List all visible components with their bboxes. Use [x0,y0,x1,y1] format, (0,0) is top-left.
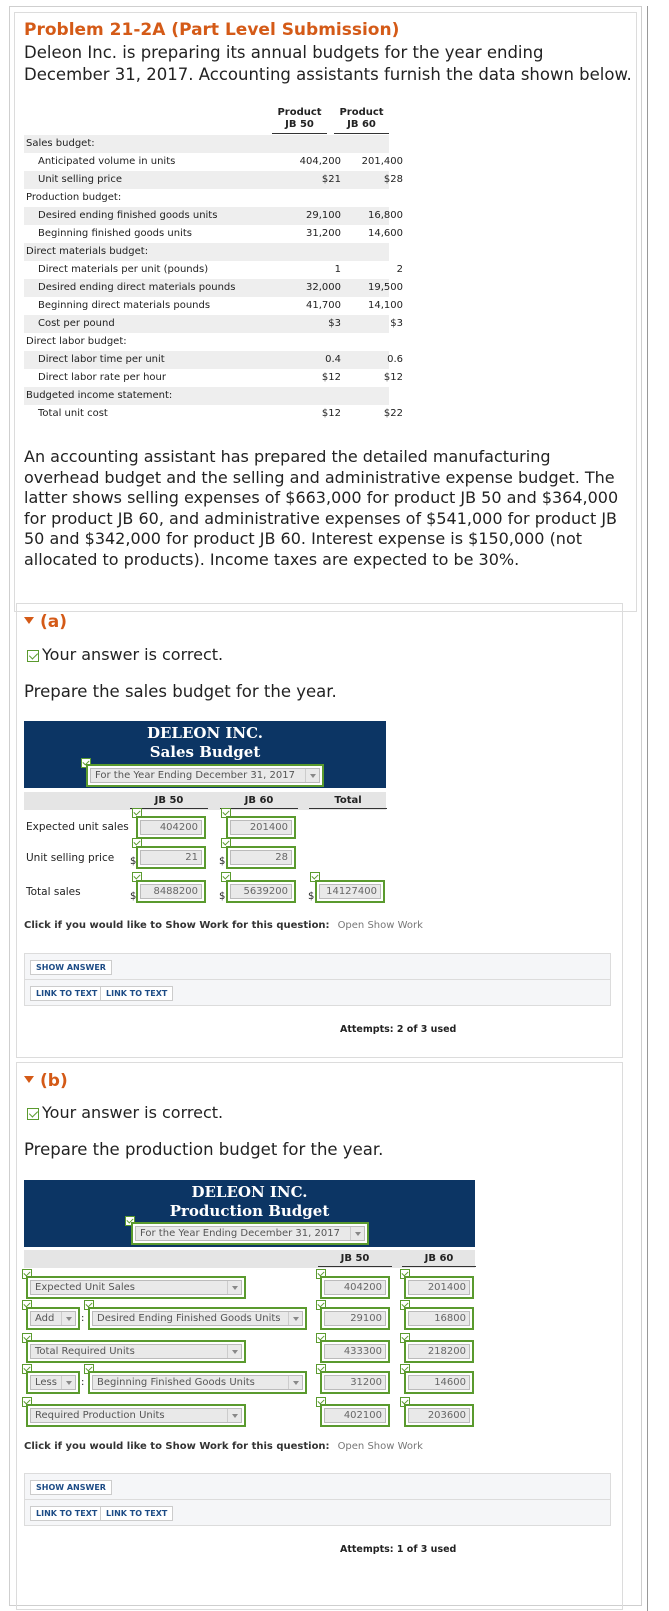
data-table-row [24,171,403,189]
required-jb50-input[interactable]: 402100 [320,1404,390,1427]
problem-intro: Deleon Inc. is preparing its annual budgets for the year ending December 31, 2017. Accounting assistants furnish the data shown below. [24,43,632,84]
dollar-sign: $ [130,856,137,867]
chevron-down-icon [227,1345,241,1358]
period-select[interactable]: For the Year Ending December 31, 2017 [86,764,324,787]
check-icon [27,650,39,662]
chevron-down-icon [288,1312,302,1325]
link-to-text-button[interactable]: LINK TO TEXT [30,986,103,1001]
triangle-down-icon [24,617,34,624]
row-label: Unit selling price [38,174,122,185]
value-jb60: 14,100 [368,300,403,311]
desired-jb50-input[interactable]: 29100 [320,1307,390,1330]
problem-title: Problem 21-2A (Part Level Submission) [24,20,400,40]
col-product-jb60: Product JB 60 [334,107,389,134]
price-jb60-input[interactable]: 28 [226,846,296,869]
row-label: Cost per pound [38,318,115,329]
total-jb50-input[interactable]: 433300 [320,1340,390,1363]
expected-jb50-input[interactable]: 404200 [136,816,206,839]
unit-selling-price-label: Unit selling price [26,852,115,864]
colon-separator: : [81,1313,85,1324]
expected-unit-sales-select[interactable]: Expected Unit Sales [26,1276,246,1299]
required-jb60-input[interactable]: 203600 [404,1404,474,1427]
data-table-row [24,387,389,405]
value-jb50: 1 [334,264,341,275]
value-jb50: 32,000 [306,282,341,293]
link-bar [24,1499,611,1526]
data-table-row [24,369,403,387]
data-table-row [24,243,389,261]
value-jb50: 404,200 [299,156,341,167]
open-show-work-link[interactable]: Open Show Work [337,920,423,931]
value-jb60: 14,600 [368,228,403,239]
show-work-row [24,920,423,931]
dollar-sign: $ [308,891,315,902]
beginning-finished-select[interactable]: Beginning Finished Goods Units [88,1371,307,1394]
row-label: Desired ending finished goods units [38,210,218,221]
chevron-down-icon [227,1281,241,1294]
value-jb60: $28 [383,174,403,185]
data-table-header [272,104,389,134]
part-b-correct: Your answer is correct. [27,1103,223,1122]
check-icon [27,1108,39,1120]
value-jb60: 16,800 [368,210,403,221]
data-table-row [24,153,403,171]
part-a-instruction: Prepare the sales budget for the year. [24,682,337,701]
sales-total-input[interactable]: 14127400 [315,880,385,903]
row-label: Anticipated volume in units [38,156,176,167]
data-table-row [24,333,389,351]
row-label: Total unit cost [38,408,108,419]
link-to-text-button[interactable]: LINK TO TEXT [30,1506,103,1521]
row-label: Direct labor budget: [26,336,127,347]
data-table-row [24,297,403,315]
part-a-toggle[interactable]: (a) [24,612,67,632]
data-table-row [24,207,403,225]
sales-jb50-input[interactable]: 8488200 [136,880,206,903]
add-select[interactable]: Add [26,1307,80,1330]
col-total: Total [309,794,387,809]
link-to-text-button[interactable]: LINK TO TEXT [100,1506,173,1521]
dollar-sign: $ [130,891,137,902]
row-label: Desired ending direct materials pounds [38,282,236,293]
row-label: Beginning direct materials pounds [38,300,211,311]
scrollbar-edge [647,6,648,1611]
show-answer-button[interactable]: SHOW ANSWER [30,960,112,975]
total-required-select[interactable]: Total Required Units [26,1340,246,1363]
show-answer-bar [24,953,611,980]
period-select[interactable]: For the Year Ending December 31, 2017 [131,1222,369,1245]
value-jb50: 31,200 [306,228,341,239]
data-table-row [24,351,403,369]
data-table-row [24,135,389,153]
dollar-sign: $ [219,891,226,902]
colon-separator: : [81,1377,85,1388]
value-jb60: $3 [390,318,403,329]
chevron-down-icon [305,769,319,782]
row-label: Budgeted income statement: [26,390,173,401]
value-jb60: 19,500 [368,282,403,293]
show-work-question: Click if you would like to Show Work for this question: [24,920,330,931]
col-product-jb50: Product JB 50 [272,107,327,134]
chevron-down-icon [61,1312,75,1325]
row-label: Direct materials budget: [26,246,149,257]
chevron-down-icon [61,1376,75,1389]
data-table-row [24,315,403,333]
total-jb60-input[interactable]: 218200 [404,1340,474,1363]
company-name: DELEON INC. [191,1183,308,1201]
data-table-row [24,279,403,297]
part-b-toggle[interactable]: (b) [24,1071,68,1091]
expected-unit-sales-label: Expected unit sales [26,821,129,833]
overhead-text: An accounting assistant has prepared the detailed manufacturing overhead budget and the selling and administrative expense budget. The latter shows selling expenses of $663,000 for product JB 50 and $364,000 for product JB 60, and administrative expenses of $541,000 for product JB 50 and $342,000 for product JB 60. Interest expense is $150,000 (not allocated to products). Income taxes are expected to be 30%. [24,447,619,569]
chevron-down-icon [350,1227,364,1240]
budget-title: Sales Budget [149,743,261,761]
row-label: Direct labor time per unit [38,354,165,365]
dollar-sign: $ [219,856,226,867]
row-label: Direct labor rate per hour [38,372,166,383]
row-label: Sales budget: [26,138,95,149]
sales-jb60-input[interactable]: 5639200 [226,880,296,903]
attempts-counter: Attempts: 2 of 3 used [340,1024,457,1035]
value-jb50: 0.4 [325,354,341,365]
expected-jb60-input[interactable]: 201400 [404,1276,474,1299]
data-table-row [24,405,403,423]
value-jb50: 29,100 [306,210,341,221]
value-jb50: 41,700 [306,300,341,311]
beginning-jb50-input[interactable]: 31200 [320,1371,390,1394]
data-table-row [24,225,403,243]
show-work-row [24,1441,423,1452]
beginning-jb60-input[interactable]: 14600 [404,1371,474,1394]
value-jb50: $21 [321,174,341,185]
show-answer-button[interactable]: SHOW ANSWER [30,1480,112,1495]
row-label: Beginning finished goods units [38,228,193,239]
col-jb50: JB 50 [130,794,208,809]
desired-ending-select[interactable]: Desired Ending Finished Goods Units [88,1307,307,1330]
part-a-correct: Your answer is correct. [27,645,223,664]
attempts-counter: Attempts: 1 of 3 used [340,1544,457,1555]
value-jb60: $12 [383,372,403,383]
link-to-text-button[interactable]: LINK TO TEXT [100,986,173,1001]
price-jb50-input[interactable]: 21 [136,846,206,869]
value-jb50: $3 [328,318,341,329]
chevron-down-icon [227,1409,241,1422]
triangle-down-icon [24,1076,34,1083]
budget-title: Production Budget [169,1202,330,1220]
value-jb60: $22 [383,408,403,419]
link-bar [24,979,611,1006]
data-table-row [24,189,389,207]
value-jb60: 0.6 [387,354,403,365]
company-name: DELEON INC. [146,724,264,742]
expected-jb50-input[interactable]: 404200 [320,1276,390,1299]
value-jb50: $12 [321,408,341,419]
total-sales-label: Total sales [26,886,81,898]
value-jb60: 2 [396,264,403,275]
col-jb60: JB 60 [402,1252,476,1267]
value-jb60: 201,400 [361,156,403,167]
part-b-instruction: Prepare the production budget for the year. [24,1140,384,1159]
show-work-question: Click if you would like to Show Work for this question: [24,1441,330,1452]
required-production-select[interactable]: Required Production Units [26,1404,246,1427]
chevron-down-icon [288,1376,302,1389]
row-label: Production budget: [26,192,122,203]
less-select[interactable]: Less [26,1371,80,1394]
desired-jb60-input[interactable]: 16800 [404,1307,474,1330]
open-show-work-link[interactable]: Open Show Work [337,1441,423,1452]
value-jb50: $12 [321,372,341,383]
row-label: Direct materials per unit (pounds) [38,264,209,275]
show-answer-bar [24,1473,611,1500]
col-jb60: JB 60 [220,794,298,809]
expected-jb60-input[interactable]: 201400 [226,816,296,839]
col-jb50: JB 50 [318,1252,392,1267]
data-table-row [24,261,403,279]
